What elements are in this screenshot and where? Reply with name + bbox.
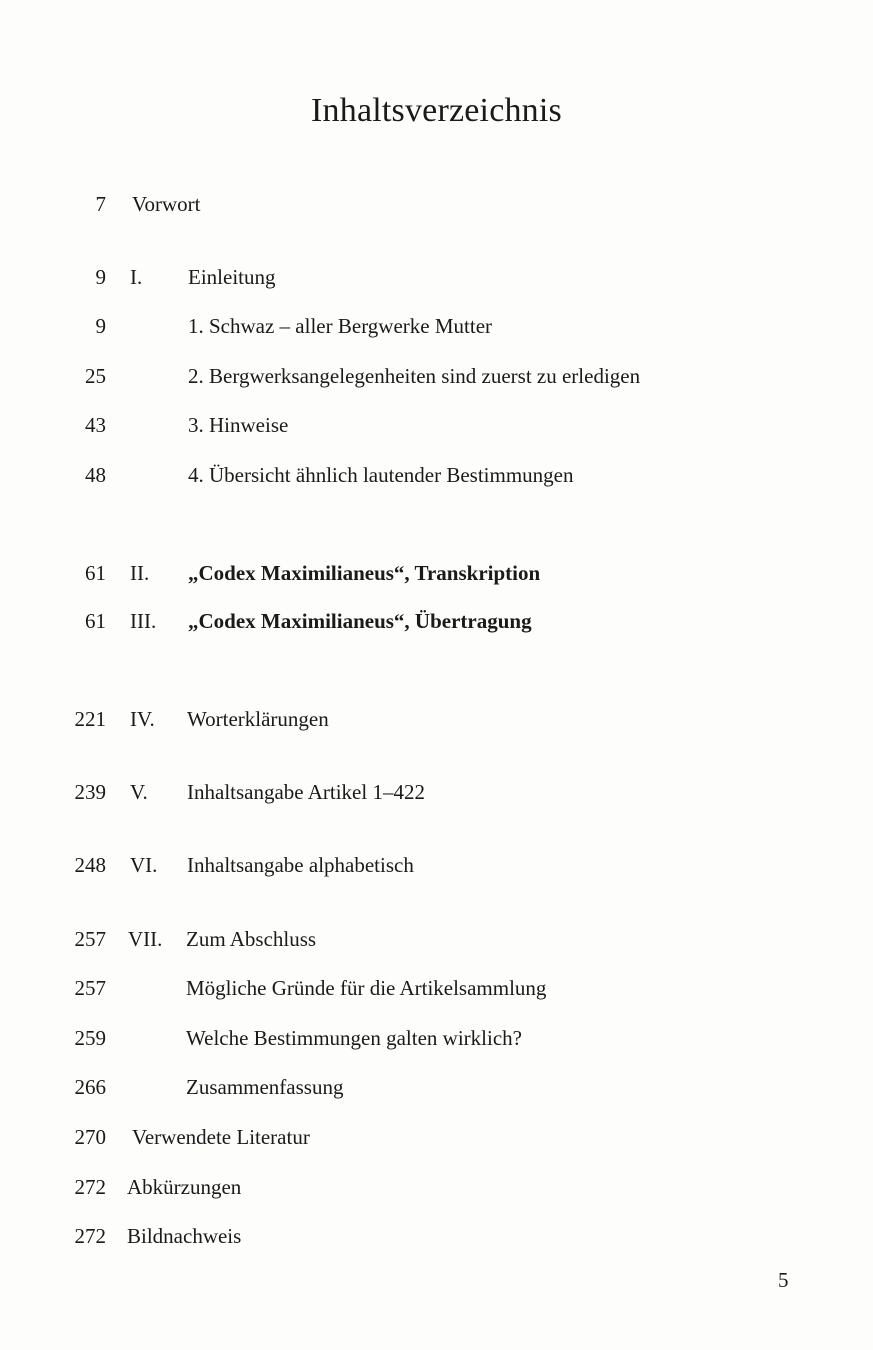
toc-entry-title: Einleitung [188, 265, 276, 289]
toc-entry [0, 558, 873, 588]
toc-entry [0, 1221, 873, 1251]
toc-entry [0, 410, 873, 440]
toc-chapter-numeral: I. [130, 265, 143, 289]
toc-entry [0, 924, 873, 954]
toc-page-number: 266 [74, 1075, 106, 1099]
toc-entry-title: Mögliche Gründe für die Artikelsammlung [186, 976, 547, 1000]
toc-page-number: 221 [74, 707, 106, 731]
toc-entry-title: Verwendete Literatur [132, 1125, 310, 1149]
toc-page-number: 257 [74, 976, 106, 1000]
toc-entry [0, 262, 873, 292]
toc-page-number: 272 [74, 1175, 106, 1199]
toc-entry-title: Inhaltsangabe alphabetisch [187, 853, 414, 877]
toc-page-number: 257 [74, 927, 106, 951]
toc-page-number: 239 [74, 780, 106, 804]
toc-chapter-numeral: V. [130, 780, 148, 804]
toc-entry [0, 973, 873, 1003]
toc-entry [0, 311, 873, 341]
toc-entry-title: Worterklärungen [187, 707, 329, 731]
toc-chapter-numeral: III. [130, 609, 157, 633]
toc-entry-title: Zum Abschluss [186, 927, 317, 951]
toc-entry-title: Welche Bestimmungen galten wirklich? [186, 1026, 522, 1050]
toc-entry [0, 850, 873, 880]
toc-entry [0, 1072, 873, 1102]
toc-chapter-numeral: VII. [128, 927, 163, 951]
toc-entry-title: 2. Bergwerksangelegenheiten sind zuerst zu erledigen [188, 364, 641, 388]
toc-entry [0, 460, 873, 490]
toc-entry [0, 1172, 873, 1202]
toc-entry-title: Abkürzungen [127, 1175, 242, 1199]
toc-chapter-numeral: VI. [130, 853, 158, 877]
toc-chapter-numeral: IV. [130, 707, 155, 731]
toc-page-number: 9 [95, 314, 106, 338]
toc-entry-title: „Codex Maximilianeus“, Übertragung [188, 609, 532, 633]
toc-entry [0, 1122, 873, 1152]
toc-entry-title: Zusammenfassung [186, 1075, 344, 1099]
toc-entry-title: „Codex Maximilianeus“, Transkription [188, 561, 541, 585]
toc-entry-title: 1. Schwaz – aller Bergwerke Mutter [188, 314, 493, 338]
toc-page-number: 25 [85, 364, 106, 388]
toc-entry-title: Vorwort [132, 192, 201, 216]
toc-entry-title: 4. Übersicht ähnlich lautender Bestimmungen [188, 463, 574, 487]
toc-page-number: 7 [95, 192, 106, 216]
toc-page-number: 270 [74, 1125, 106, 1149]
toc-entry-title: Bildnachweis [127, 1224, 242, 1248]
folio-page-number: 5 [778, 1268, 789, 1292]
toc-entry [0, 361, 873, 391]
toc-page-number: 248 [74, 853, 106, 877]
toc-entry [0, 189, 873, 219]
page-title: Inhaltsverzeichnis [311, 92, 562, 129]
toc-entry-title: 3. Hinweise [188, 413, 289, 437]
toc-entry [0, 704, 873, 734]
toc-page-number: 259 [74, 1026, 106, 1050]
toc-page-number: 48 [85, 463, 106, 487]
toc-entry-title: Inhaltsangabe Artikel 1–422 [187, 780, 425, 804]
toc-entry [0, 606, 873, 636]
toc-page-number: 272 [74, 1224, 106, 1248]
toc-entry [0, 777, 873, 807]
toc-entry [0, 1023, 873, 1053]
toc-page-number: 61 [85, 561, 106, 585]
toc-page-number: 43 [85, 413, 106, 437]
toc-chapter-numeral: II. [130, 561, 150, 585]
toc-page-number: 9 [95, 265, 106, 289]
toc-page-number: 61 [85, 609, 106, 633]
